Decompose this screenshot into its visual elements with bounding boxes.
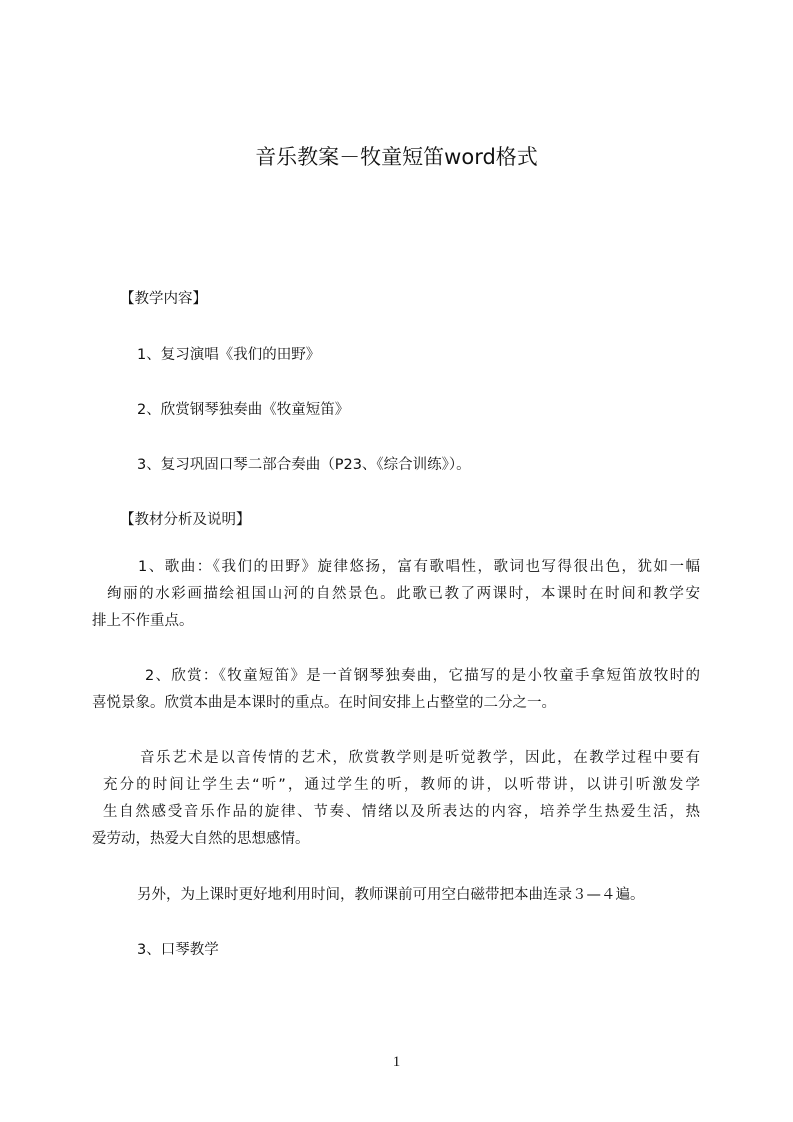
paragraph-line: 生自然感受音乐作品的旋律、节奏、情绪以及所表达的内容，培养学生热爱生活，热 [103,804,700,820]
paragraph-line: 1、歌曲：《我们的田野》旋律悠扬，富有歌唱性，歌词也写得很出色，犹如一幅 [138,559,700,575]
document-title: 音乐教案－牧童短笛word格式 [255,145,538,169]
paragraph-line: 爱劳动，热爱大自然的思想感情。 [92,831,310,847]
section-heading: 【教学内容】 [120,291,207,307]
paragraph-line: 2、欣赏：《牧童短笛》是一首钢琴独奏曲，它描写的是小牧童手拿短笛放牧时的 [145,668,700,684]
section-heading: 【教材分析及说明】 [120,512,251,528]
list-item: 1、复习演唱《我们的田野》 [137,347,321,363]
paragraph-line: 绚丽的水彩画描绘祖国山河的自然景色。此歌已教了两课时，本课时在时间和教学安 [107,586,700,602]
paragraph-line: 排上不作重点。 [92,613,194,629]
list-item: 2、欣赏钢琴独奏曲《牧童短笛》 [137,402,350,418]
page-number: 1 [392,1054,401,1070]
paragraph-line: 3、口琴教学 [137,942,219,958]
paragraph-line: 喜悦景象。欣赏本曲是本课时的重点。在时间安排上占整堂的二分之一。 [92,695,556,711]
paragraph-line: 另外，为上课时更好地利用时间，教师课前可用空白磁带把本曲连录３—４遍。 [137,887,645,903]
paragraph-line: 音乐艺术是以音传情的艺术，欣赏教学则是听觉教学，因此，在教学过程中要有 [140,750,700,766]
paragraph-line: 充分的时间让学生去“听”，通过学生的听，教师的讲，以听带讲，以讲引听激发学 [103,777,700,793]
list-item: 3、复习巩固口琴二部合奏曲（P23、《综合训练》）。 [137,457,471,473]
